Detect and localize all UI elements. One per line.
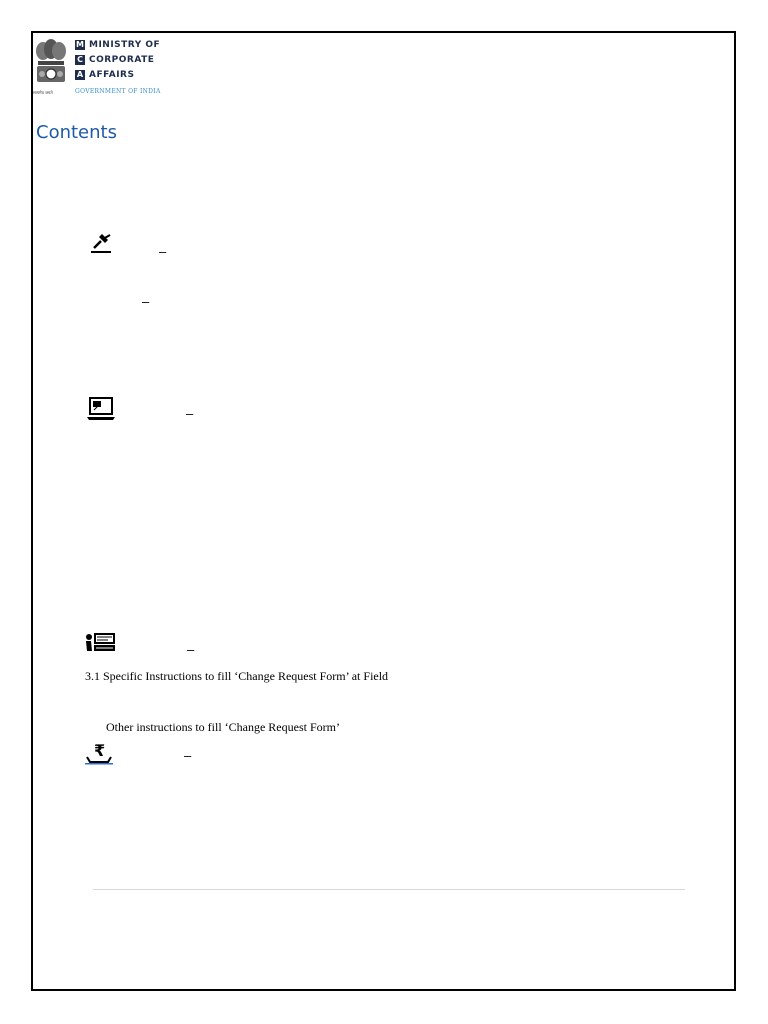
- toc-dash[interactable]: –: [159, 244, 167, 259]
- logo-word: CORPORATE: [89, 54, 155, 65]
- mca-logo: [75, 38, 160, 83]
- logo-row-affairs: [75, 68, 160, 81]
- logo-letter: M: [76, 39, 84, 49]
- form-desk-icon[interactable]: [84, 633, 116, 653]
- toc-entry-specific-instructions[interactable]: 3.1 Specific Instructions to fill ‘Change Request Form’ at Field: [85, 669, 389, 683]
- gavel-icon[interactable]: [90, 232, 112, 256]
- laptop-icon[interactable]: [86, 396, 116, 422]
- logo-word: AFFAIRS: [89, 69, 135, 80]
- toc-dash[interactable]: –: [186, 406, 194, 421]
- svg-text:₹: ₹: [94, 741, 106, 760]
- toc-dash[interactable]: –: [187, 642, 195, 657]
- toc-entry-other-instructions[interactable]: Other instructions to fill ‘Change Request Form’: [106, 720, 340, 734]
- logo-letter: A: [76, 69, 84, 79]
- rupee-hand-icon[interactable]: [85, 741, 113, 765]
- toc-dash[interactable]: –: [142, 294, 150, 309]
- logo-row-corporate: [75, 53, 160, 66]
- page-title: Contents: [36, 122, 117, 143]
- toc-dash[interactable]: –: [184, 748, 192, 763]
- logo-row-ministry: [75, 38, 160, 51]
- logo-letter: C: [75, 55, 85, 65]
- logo-word: MINISTRY OF: [89, 39, 161, 50]
- footer-divider: [93, 889, 685, 890]
- emblem-caption: सत्यमेव जयते: [33, 90, 53, 95]
- national-emblem-icon: [34, 37, 68, 93]
- government-of-india-line: GOVERNMENT OF INDIA: [75, 88, 161, 95]
- page-frame: [31, 31, 736, 991]
